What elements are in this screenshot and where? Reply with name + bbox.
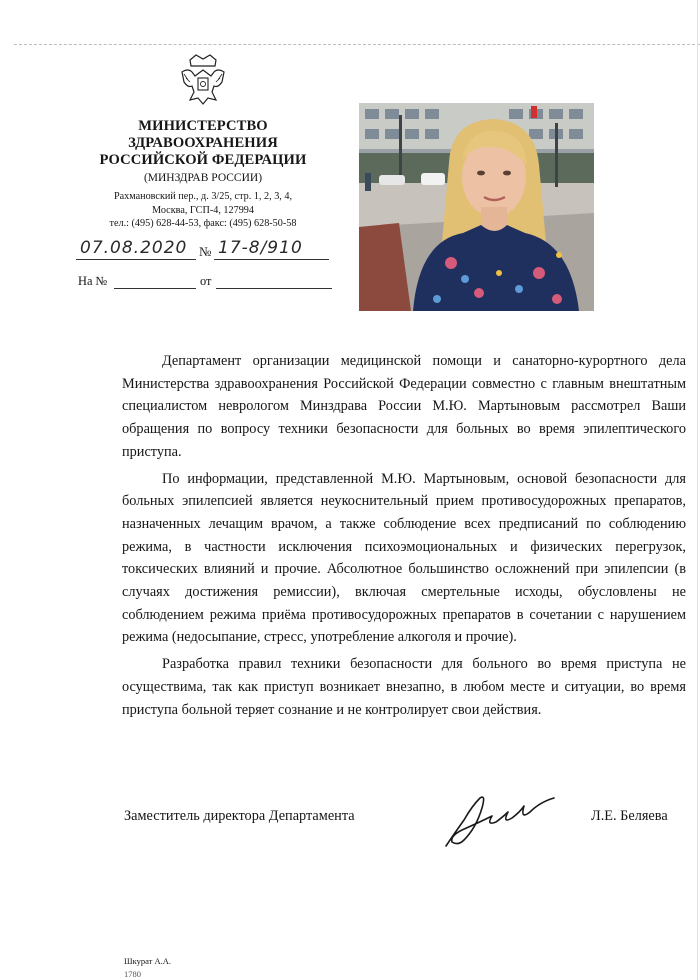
- reply-date-underline: [216, 288, 332, 289]
- reply-date-label: от: [200, 274, 212, 288]
- portrait-photo-icon: [359, 103, 594, 311]
- letter-date: 07.08.2020: [80, 238, 188, 258]
- reply-number-label: На №: [78, 274, 108, 288]
- body-paragraph: По информации, представленной М.Ю. Мартыновым, основой безопасности для больных эпилепсией является неукоснительный прием противосудорожных препаратов, назначенных лечащим врачом, а также соблюдение всех предписаний по соблюдению режима, в частности исключения психоэмоциональных и физических перегрузок, токсических влияний и прочие. Абсолютное большинство осложнений при эпилепсии (в случаях достижения ремиссии), включая смертельные исходы, обусловлены не соблюдением режима приёма противосудорожных препаратов в сочетании с нарушением режима (недосыпание, стресс, употребление алкоголя и прочие).: [122, 470, 686, 646]
- ministry-address: [92, 190, 314, 231]
- number-sign: №: [199, 244, 212, 259]
- address-line: Москва, ГСП-4, 127994: [152, 204, 254, 216]
- ministry-name-block: [90, 118, 316, 186]
- ministry-abbreviation: (МИНЗДРАВ РОССИИ): [143, 172, 263, 184]
- scan-edge-right: [697, 0, 698, 980]
- signatory-name: Л.Е. Беляева: [591, 808, 668, 824]
- executor-name: Шкурат А.А.: [124, 956, 172, 966]
- ministry-line: МИНИСТЕРСТВО: [138, 118, 268, 134]
- reply-number-underline: [114, 288, 196, 289]
- signatory-title: Заместитель директора Департамента: [124, 808, 355, 824]
- ministry-line: РОССИЙСКОЙ ФЕДЕРАЦИИ: [99, 152, 307, 168]
- letter-number: 17-8/910: [218, 238, 303, 258]
- body-paragraph: Разработка правил техники безопасности для больного во время приступа не осуществима, так как приступ возникает внезапно, в любом месте и ситуации, во время приступа больной теряет сознание и не контролирует свои действия.: [122, 656, 686, 718]
- ministry-line: ЗДРАВООХРАНЕНИЯ: [128, 135, 278, 151]
- russian-coat-of-arms-icon: [178, 52, 228, 108]
- handwritten-signature-icon: [440, 786, 558, 852]
- body-paragraph: Департамент организации медицинской помощи и санаторно-курортного дела Министерства здравоохранения Российской Федерации совместно с главным внештатным специалистом неврологом Минздрава России М.Ю. Мартыновым рассмотрел Ваши обращения по вопросу техники безопасности для больных во время эпилептического приступа.: [122, 353, 686, 460]
- letter-body: [122, 350, 686, 725]
- scan-edge-top: [14, 44, 700, 45]
- address-line: Рахмановский пер., д. 3/25, стр. 1, 2, 3, 4,: [113, 191, 293, 202]
- address-line: тел.: (495) 628-44-53, факс: (495) 628-50-58: [109, 218, 297, 229]
- number-underline: [214, 259, 329, 260]
- date-underline: [76, 259, 196, 260]
- executor-phone: 1780: [124, 969, 141, 979]
